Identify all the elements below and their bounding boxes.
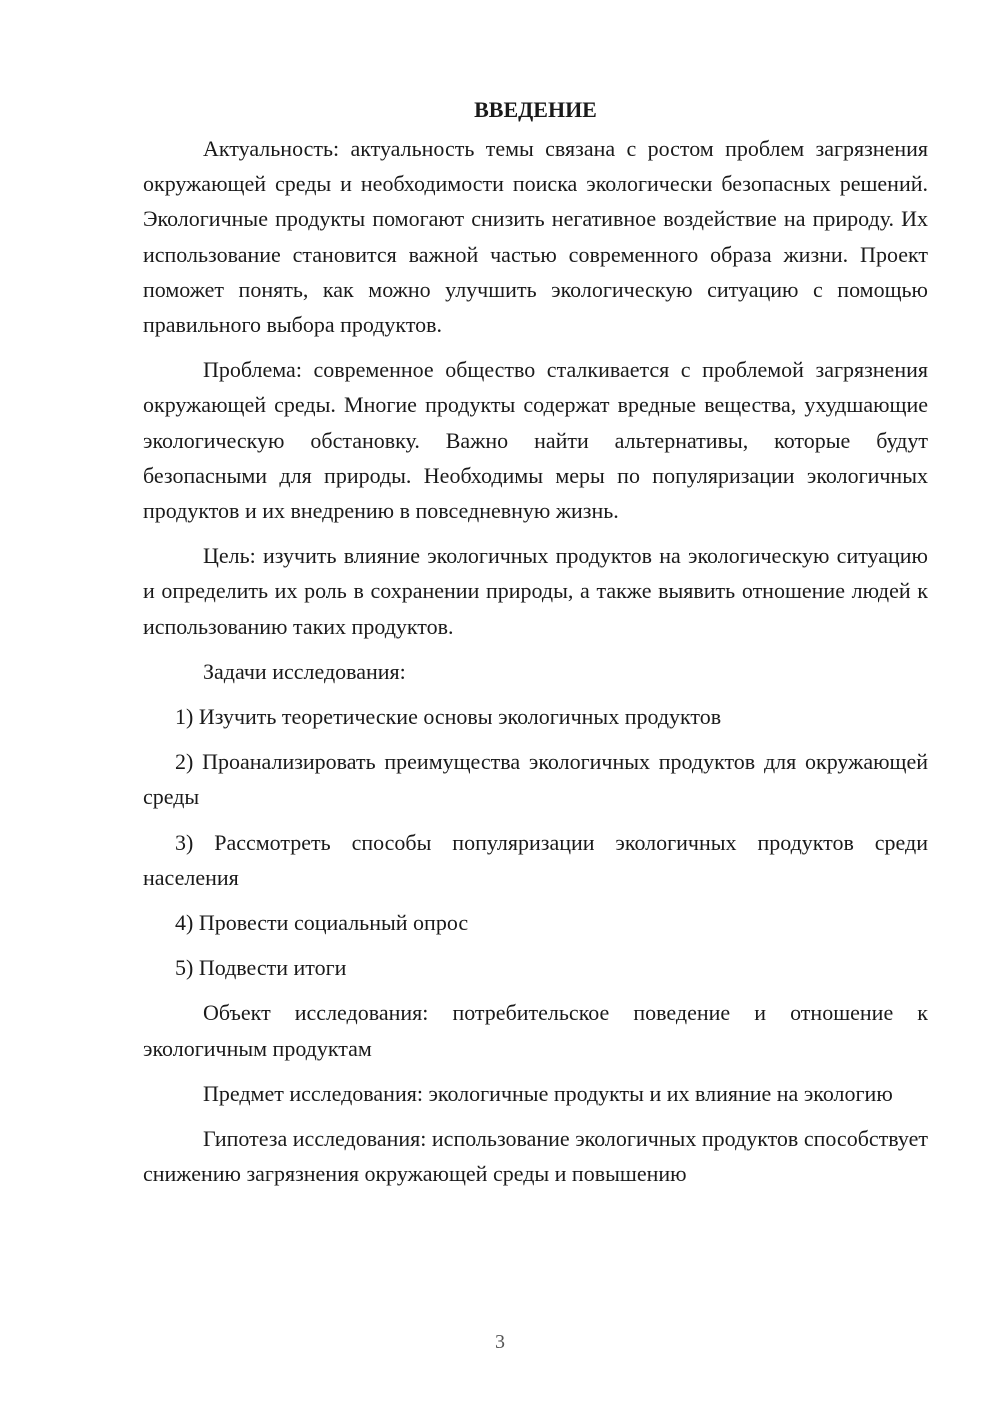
- task-item-1: 1) Изучить теоретические основы экологичных продуктов: [175, 704, 722, 730]
- task-item-2: 2) Проанализировать преимущества экологичных продуктов для окружающей среды: [143, 749, 928, 810]
- task-item-5: 5) Подвести итоги: [175, 955, 347, 981]
- paragraph-problem: Проблема: современное общество сталкивается с проблемой загрязнения окружающей среды. Многие продукты содержат вредные вещества, ухудшающие экологическую обстановку. Важно найти альтернативы, которые будут безопасными для природы. Необходимы меры по популяризации экологичных продуктов и их внедрению в повседневную жизнь.: [143, 357, 928, 524]
- paragraph-subject: Предмет исследования: экологичные продукты и их влияние на экологию: [203, 1080, 893, 1106]
- page-number: 3: [495, 1331, 505, 1353]
- paragraph-hypothesis: Гипотеза исследования: использование экологичных продуктов способствует снижению загрязнения окружающей среды и повышению: [143, 1126, 928, 1187]
- paragraph-relevance: Актуальность: актуальность темы связана с ростом проблем загрязнения окружающей среды и необходимости поиска экологически безопасных решений. Экологичные продукты помогают снизить негативное воздействие на природу. Их использование становится важной частью современного образа жизни. Проект поможет понять, как можно улучшить экологическую ситуацию с помощью правильного выбора продуктов.: [143, 136, 928, 338]
- task-item-4: 4) Провести социальный опрос: [175, 910, 469, 936]
- tasks-heading: Задачи исследования:: [203, 658, 406, 684]
- paragraph-goal: Цель: изучить влияние экологичных продуктов на экологическую ситуацию и определить их роль в сохранении природы, а также выявить отношение людей к использованию таких продуктов.: [143, 543, 928, 639]
- paragraph-object: Объект исследования: потребительское поведение и отношение к экологичным продуктам: [143, 1000, 928, 1061]
- document-page: [143, 92, 928, 1201]
- section-title: ВВЕДЕНИЕ: [474, 97, 597, 122]
- task-item-3: 3) Рассмотреть способы популяризации экологичных продуктов среди населения: [143, 829, 928, 890]
